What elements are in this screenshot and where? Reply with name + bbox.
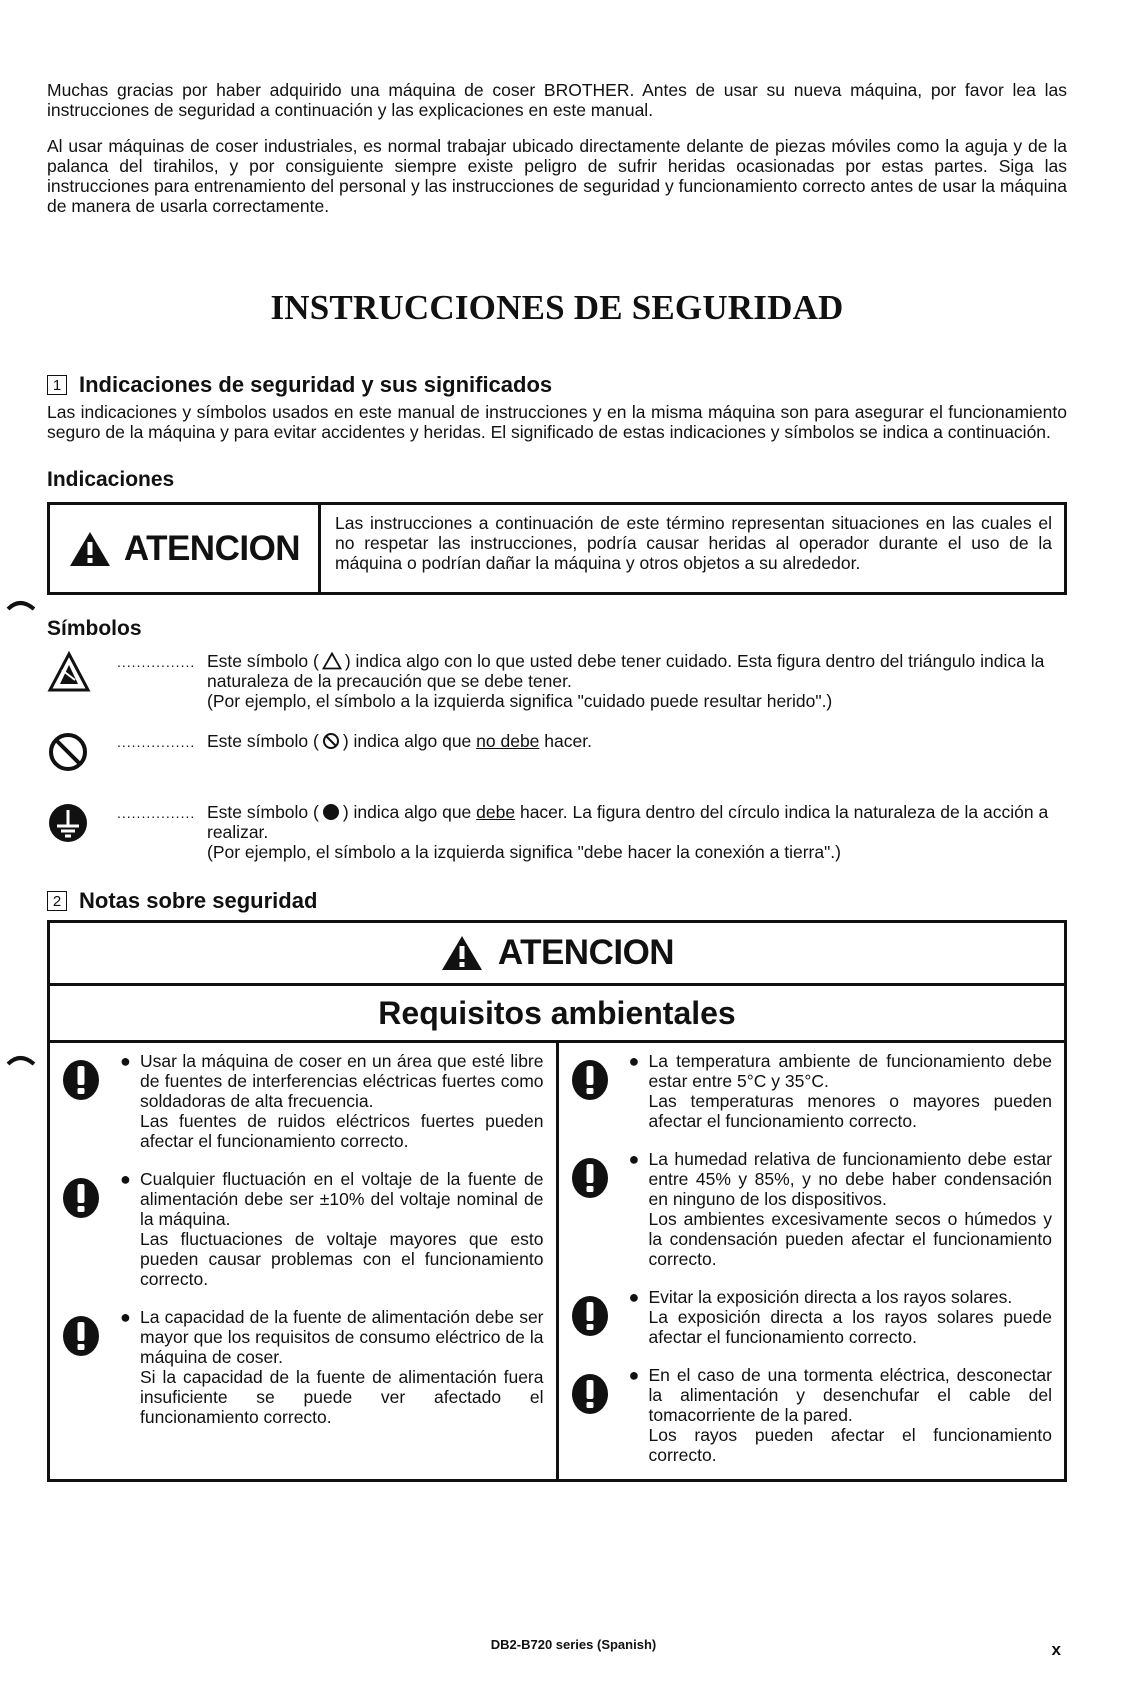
prohibited-icon xyxy=(47,731,89,773)
section-1-text: Las indicaciones y símbolos usados en este manual de instrucciones y en la misma máquina son para asegurar el funcionamiento seguro de la máquina y para evitar accidentes y heridas. El significado de estas indicaciones y símbolos se indica a continuación. xyxy=(47,402,1067,442)
symbol-leader-dots: ................ xyxy=(117,654,196,670)
prohibited-small-icon xyxy=(322,732,340,750)
bullet: ● xyxy=(120,1051,131,1071)
footer-model: DB2-B720 series (Spanish) xyxy=(490,1637,657,1652)
page-title: INSTRUCCIONES DE SEGURIDAD xyxy=(270,288,844,327)
bullet: ● xyxy=(120,1169,131,1189)
mandatory-exclamation-icon xyxy=(571,1157,609,1199)
warning-item-main: La capacidad de la fuente de alimentación debe ser mayor que los requisitos de consumo eléctrico de la máquina de coser. xyxy=(140,1307,544,1367)
symbol-row-caution xyxy=(47,651,1067,711)
mandatory-exclamation-icon xyxy=(62,1315,100,1357)
warning-item xyxy=(571,1365,1053,1465)
warning-item xyxy=(62,1051,544,1151)
warning-item-note: La exposición directa a los rayos solares puede afectar el funcionamiento correcto. xyxy=(648,1307,1052,1347)
warning-item xyxy=(62,1169,544,1289)
section-1-title: Indicaciones de seguridad y sus significados xyxy=(79,372,553,397)
warning-item-note: Los rayos pueden afectar el funcionamiento correcto. xyxy=(648,1425,1052,1465)
warning-column-left xyxy=(50,1043,556,1479)
warning-box xyxy=(47,920,1067,1482)
mandatory-exclamation-icon xyxy=(571,1373,609,1415)
warning-item-note: Las temperaturas menores o mayores pueden afectar el funcionamiento correcto. xyxy=(648,1091,1052,1131)
ground-connection-icon xyxy=(47,802,89,844)
warning-item-note: Las fluctuaciones de voltaje mayores que esto pueden causar problemas con el funcionamiento correcto. xyxy=(140,1229,544,1289)
bullet: ● xyxy=(628,1149,640,1169)
intro-paragraph-1: Muchas gracias por haber adquirido una máquina de coser BROTHER. Antes de usar su nueva máquina, por favor lea las instrucciones de seguridad a continuación y las explicaciones en este manual. xyxy=(47,80,1067,120)
warning-triangle-icon xyxy=(68,530,112,568)
indicaciones-heading: Indicaciones xyxy=(47,468,175,491)
warning-item-note: Los ambientes excesivamente secos o húmedos y la condensación pueden afectar el funcionamiento correcto. xyxy=(648,1209,1052,1269)
warning-title-row xyxy=(50,923,1064,986)
margin-mark-icon xyxy=(6,1052,36,1068)
simbolos-heading: Símbolos xyxy=(47,617,142,640)
section-1-number: 1 xyxy=(47,375,67,395)
bullet: ● xyxy=(120,1307,131,1327)
section-2-number: 2 xyxy=(47,891,67,911)
warning-item-main: Evitar la exposición directa a los rayos solares. xyxy=(648,1287,1013,1307)
warning-item-note: Las fuentes de ruidos eléctricos fuertes pueden afectar el funcionamiento correcto. xyxy=(140,1111,544,1151)
warning-item xyxy=(571,1149,1053,1269)
warning-item-main: Usar la máquina de coser en un área que esté libre de fuentes de interferencias eléctricas fuertes como soldadoras de alta frecuencia. xyxy=(140,1051,544,1111)
warning-columns xyxy=(50,1043,1064,1479)
warning-item xyxy=(571,1051,1053,1131)
indicaciones-box xyxy=(47,502,1067,595)
section-2-title: Notas sobre seguridad xyxy=(79,888,318,913)
warning-column-right xyxy=(556,1043,1065,1479)
section-1-heading xyxy=(47,372,1067,398)
warning-label: ATENCION xyxy=(497,933,675,972)
warning-item-main: La humedad relativa de funcionamiento debe estar entre 45% y 85%, y no debe haber condensación en ninguno de los dispositivos. xyxy=(648,1149,1052,1209)
warning-item-note: Si la capacidad de la fuente de alimentación fuera insuficiente se puede ver afectado el funcionamiento correcto. xyxy=(140,1367,544,1427)
intro-paragraph-2: Al usar máquinas de coser industriales, es normal trabajar ubicado directamente delante de piezas móviles como la aguja y de la palanca del tirahilos, y por consiguiente siempre existe peligro de sufrir heridas ocasionadas por estas partes. Siga las instrucciones para entrenamiento del personal y las instrucciones de seguridad y funcionamiento correcto antes de usar la máquina de manera de usarla correctamente. xyxy=(47,136,1067,216)
warning-subtitle: Requisitos ambientales xyxy=(50,986,1064,1043)
symbol-mandatory-text: Este símbolo ( ) indica algo que debe hacer. La figura dentro del círculo indica la naturaleza de la acción a realizar. (Por ejemplo, el símbolo a la izquierda significa "debe hacer la conexión a tierra".) xyxy=(207,802,1067,862)
triangle-outline-icon xyxy=(322,652,342,670)
symbol-mandatory-example: (Por ejemplo, el símbolo a la izquierda significa "debe hacer la conexión a tierra".) xyxy=(207,842,841,862)
bullet: ● xyxy=(628,1051,640,1071)
symbol-row-prohibited xyxy=(47,731,1067,778)
bullet: ● xyxy=(628,1365,640,1385)
atencion-label-cell xyxy=(50,505,321,592)
page-number: x xyxy=(1051,1640,1061,1659)
bullet: ● xyxy=(628,1287,640,1307)
warning-item-main: En el caso de una tormenta eléctrica, desconectar la alimentación y desenchufar el cable del tomacorriente de la pared. xyxy=(648,1365,1052,1425)
atencion-label: ATENCION xyxy=(123,528,301,568)
caution-injury-icon xyxy=(47,651,91,693)
section-2-heading xyxy=(47,888,1067,914)
symbol-caution-text: Este símbolo ( ) indica algo con lo que usted debe tener cuidado. Esta figura dentro del triángulo indica la naturaleza de la precaución que se debe tener. (Por ejemplo, el símbolo a la izquierda significa "cuidado puede resultar herido".) xyxy=(207,651,1067,711)
filled-circle-icon xyxy=(322,803,340,821)
warning-item xyxy=(571,1287,1053,1347)
margin-mark-icon xyxy=(6,597,36,613)
mandatory-exclamation-icon xyxy=(571,1295,609,1337)
warning-item-main: Cualquier fluctuación en el voltaje de la fuente de alimentación debe ser ±10% del voltaje nominal de la máquina. xyxy=(140,1169,544,1229)
warning-triangle-icon xyxy=(440,934,484,972)
warning-item-main: La temperatura ambiente de funcionamiento debe estar entre 5°C y 35°C. xyxy=(648,1051,1052,1091)
symbol-caution-example: (Por ejemplo, el símbolo a la izquierda significa "cuidado puede resultar herido".) xyxy=(207,691,833,711)
symbol-row-mandatory xyxy=(47,802,1067,862)
mandatory-exclamation-icon xyxy=(571,1059,609,1101)
atencion-description: Las instrucciones a continuación de este término representan situaciones en las cuales el no respetar las instrucciones, podría causar heridas al operador durante el uso de la máquina o podrían dañar la máquina y otros objetos a su alrededor. xyxy=(335,513,1052,573)
manual-page xyxy=(47,80,1067,1482)
mandatory-exclamation-icon xyxy=(62,1177,100,1219)
warning-item xyxy=(62,1307,544,1427)
symbol-prohibited-text: Este símbolo ( ) indica algo que no debe hacer. xyxy=(207,731,592,751)
symbol-leader-dots: ................ xyxy=(117,805,196,821)
mandatory-exclamation-icon xyxy=(62,1059,100,1101)
symbol-leader-dots: ................ xyxy=(117,734,196,750)
